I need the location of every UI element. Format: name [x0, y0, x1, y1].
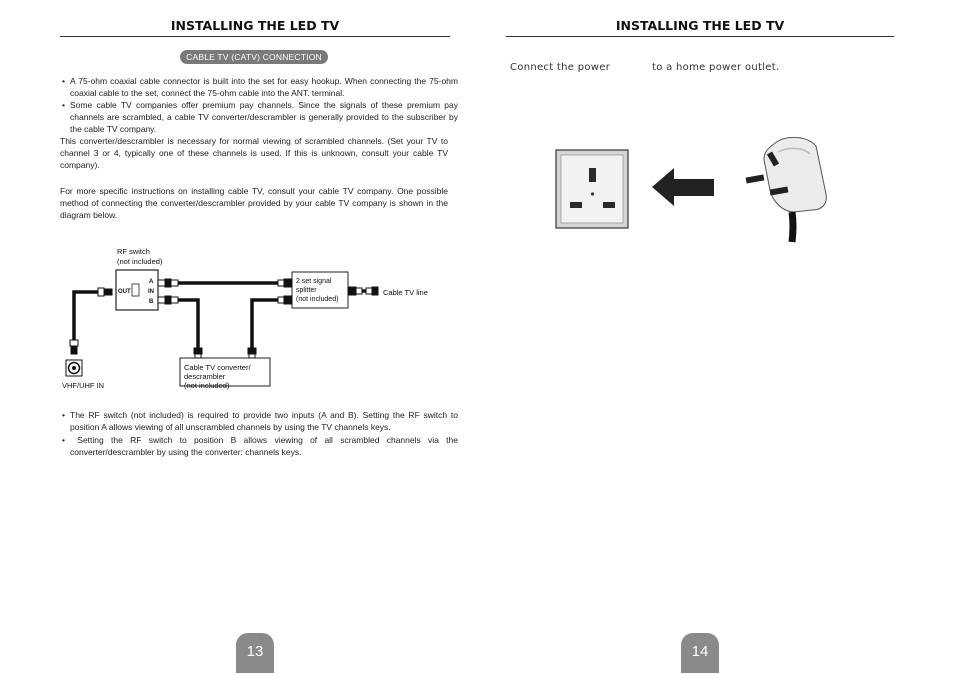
- uk-plug-icon: [746, 137, 827, 242]
- rf-out-label: OUT: [118, 289, 131, 295]
- rf-in-label: IN: [148, 289, 154, 295]
- wall-socket-icon: [556, 150, 628, 228]
- catv-connection-diagram: [60, 240, 450, 400]
- power-instruction-start: Connect the power: [510, 62, 611, 73]
- page-title: INSTALLING THE LED TV: [615, 18, 785, 33]
- power-plug-illustration: [546, 130, 846, 250]
- bullet-rf-switch-b: • Setting the RF switch to position B allows viewing of all scrambled channels via the converter/descrambler by using the converter: channels keys.: [60, 434, 458, 458]
- page-number: 13: [236, 633, 274, 673]
- title-rule: [506, 36, 894, 37]
- rf-switch-note: (not included): [117, 257, 163, 266]
- section-pill: CABLE TV (CATV) CONNECTION: [180, 50, 328, 64]
- splitter-note: (not included): [296, 296, 339, 303]
- cable-line-label: Cable TV line: [383, 288, 428, 297]
- para-instructions: For more specific instructions on installing cable TV, consult your cable TV company. One possible method of connecting the converter/descrambler provided by your cable TV company is shown in the diagram below.: [60, 186, 448, 220]
- page-14: [506, 0, 894, 674]
- bullet-coaxial: • A 75-ohm coaxial cable connector is built into the set for easy hookup. When connecting the 75-ohm coaxial cable to the set, connect the 75-ohm cable into the ANT. terminal.: [60, 75, 458, 99]
- rf-b-label: B: [149, 299, 154, 305]
- vhf-uhf-jack: [66, 360, 82, 376]
- splitter-label-2: splitter: [296, 287, 317, 294]
- rf-switch-label: RF switch: [117, 247, 150, 256]
- title-rule: [60, 36, 450, 37]
- vhf-uhf-label: VHF/UHF IN: [62, 381, 105, 390]
- page-number: 14: [681, 633, 719, 673]
- bullet-premium: • Some cable TV companies offer premium pay channels. Since the signals of these premium pay channels are scrambled, a cable TV converter/descrambler is generally provided to the subscriber by the cable TV company.: [60, 99, 458, 135]
- splitter-label: 2 set signal: [296, 278, 332, 285]
- rf-switch-slider: [132, 284, 139, 296]
- converter-label-2: descrambler: [184, 372, 226, 381]
- left-arrow-icon: [652, 168, 714, 206]
- converter-label: Cable TV converter/: [184, 363, 251, 372]
- rf-a-label: A: [149, 279, 154, 285]
- para-converter: This converter/descrambler is necessary for normal viewing of scrambled channels. (Set your TV to channel 3 or 4, typically one of these channels is used. If this is unknown, consult your cable TV company).: [60, 136, 448, 170]
- page-13: [60, 0, 458, 674]
- converter-note: (not included): [184, 381, 230, 390]
- bullet-rf-switch-a: • The RF switch (not included) is required to provide two inputs (A and B). Setting the RF switch to position A allows viewing of all unscrambled channels by using the TV channels keys.: [60, 409, 458, 433]
- page-title: INSTALLING THE LED TV: [170, 18, 340, 33]
- power-instruction-end: to a home power outlet.: [652, 62, 780, 73]
